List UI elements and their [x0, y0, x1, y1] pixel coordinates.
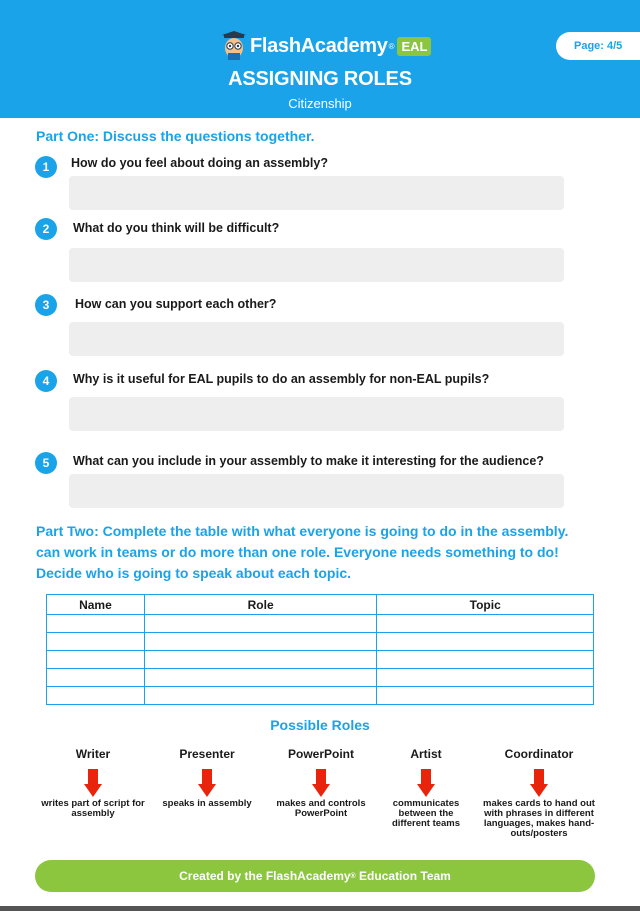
question-text: How do you feel about doing an assembly? — [71, 156, 328, 170]
role-writer — [31, 747, 155, 819]
role-name: PowerPoint — [287, 747, 354, 761]
owl-mascot-icon — [222, 31, 246, 61]
answer-field-5[interactable] — [69, 474, 564, 508]
down-arrow-icon — [417, 769, 435, 797]
question-number-badge: 4 — [35, 370, 57, 392]
table-cell[interactable] — [144, 651, 377, 669]
table-cell[interactable] — [144, 687, 377, 705]
table-cell[interactable] — [144, 669, 377, 687]
page-indicator-label: Page: 4/5 — [574, 40, 623, 52]
table-cell[interactable] — [47, 687, 145, 705]
footer-text-suffix: Education Team — [355, 869, 451, 883]
table-row — [47, 669, 594, 687]
table-header-row — [47, 595, 594, 615]
down-arrow-icon — [198, 769, 216, 797]
table-cell[interactable] — [377, 633, 594, 651]
logo-eal-badge: EAL — [397, 37, 431, 56]
table-cell[interactable] — [47, 669, 145, 687]
column-header-name: Name — [47, 595, 145, 615]
role-description: speaks in assembly — [162, 798, 252, 809]
question-text: How can you support each other? — [75, 297, 277, 311]
role-coordinator — [477, 747, 601, 839]
table-cell[interactable] — [144, 633, 377, 651]
answer-field-4[interactable] — [69, 397, 564, 431]
logo-registered-mark: ® — [388, 41, 395, 51]
page-subtitle: Citizenship — [288, 96, 352, 111]
question-text: What do you think will be difficult? — [73, 221, 280, 235]
role-description: makes cards to hand out with phrases in different languages, makes hand-outs/posters — [483, 798, 595, 839]
role-presenter — [145, 747, 269, 809]
down-arrow-icon — [84, 769, 102, 797]
bottom-divider — [0, 906, 640, 911]
table-cell[interactable] — [377, 687, 594, 705]
table-row — [47, 651, 594, 669]
role-name: Coordinator — [504, 747, 574, 761]
question-text: Why is it useful for EAL pupils to do an assembly for non-EAL pupils? — [73, 372, 490, 386]
answer-field-1[interactable] — [69, 176, 564, 210]
column-header-topic: Topic — [377, 595, 594, 615]
part-two-heading: Part Two: Complete the table with what everyone is going to do in the assembly. can work in teams or do more than one role. Everyone needs something to do! Decide who is going to speak about each topic. — [36, 523, 569, 581]
down-arrow-icon — [312, 769, 330, 797]
footer-text: Created by the FlashAcademy — [179, 869, 351, 883]
column-header-role: Role — [144, 595, 377, 615]
table-row — [47, 633, 594, 651]
flashacademy-logo — [222, 30, 431, 62]
answer-field-2[interactable] — [69, 248, 564, 282]
table-cell[interactable] — [377, 615, 594, 633]
question-text: What can you include in your assembly to make it interesting for the audience? — [73, 454, 544, 468]
question-number-badge: 1 — [35, 156, 57, 178]
role-name: Presenter — [179, 747, 235, 761]
role-name: Artist — [410, 747, 442, 761]
question-number-badge: 5 — [35, 452, 57, 474]
table-cell[interactable] — [47, 651, 145, 669]
table-cell[interactable] — [144, 615, 377, 633]
logo-wordmark: FlashAcademy — [250, 34, 388, 57]
table-cell[interactable] — [377, 651, 594, 669]
footer-registered-mark: ® — [350, 872, 356, 880]
possible-roles-heading: Possible Roles — [270, 717, 370, 733]
roles-table — [46, 594, 594, 705]
question-number-badge: 3 — [35, 294, 57, 316]
table-row — [47, 687, 594, 705]
down-arrow-icon — [530, 769, 548, 797]
role-artist — [364, 747, 488, 829]
header-banner — [0, 0, 640, 118]
role-description: communicates between the different teams — [391, 798, 461, 829]
role-name: Writer — [75, 747, 111, 761]
table-cell[interactable] — [377, 669, 594, 687]
table-cell[interactable] — [47, 633, 145, 651]
footer-banner — [35, 860, 595, 892]
page-title: ASSIGNING ROLES — [228, 68, 412, 90]
question-number-badge: 2 — [35, 218, 57, 240]
role-description: writes part of script for assembly — [41, 798, 145, 819]
answer-field-3[interactable] — [69, 322, 564, 356]
table-row — [47, 615, 594, 633]
role-description: makes and controls PowerPoint — [276, 798, 366, 819]
part-one-heading: Part One: Discuss the questions together. — [36, 128, 315, 144]
page-indicator — [556, 32, 640, 60]
table-cell[interactable] — [47, 615, 145, 633]
